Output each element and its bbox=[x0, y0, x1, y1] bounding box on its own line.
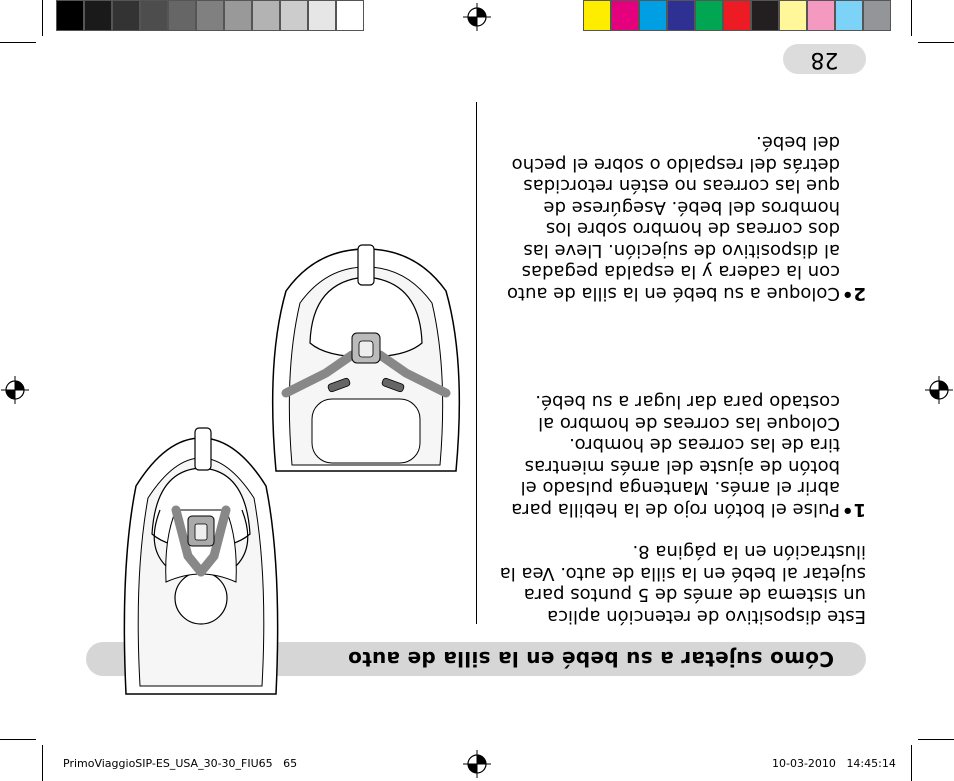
intro-line: sujetar al bebé en la silla de auto. Vea la bbox=[499, 563, 866, 584]
footer-time: 14:45:14 bbox=[846, 757, 896, 770]
step-1-text bbox=[476, 391, 840, 520]
step-line: dos correas de hombro sobre los bbox=[545, 218, 840, 240]
intro-line: ilustración en la página 8. bbox=[632, 541, 866, 563]
step-line: Coloque a su bebé en la silla de auto bbox=[506, 283, 840, 304]
step-line: al dispositivo de sujeción. Lleve las bbox=[523, 240, 840, 261]
baby-seated-harness-illustration bbox=[116, 426, 286, 706]
step-line: costado para dar lugar a su bebé. bbox=[535, 391, 840, 413]
step-1 bbox=[476, 391, 866, 520]
page-number: 28 bbox=[783, 44, 866, 74]
step-2 bbox=[476, 132, 866, 304]
intro-line: Este dispositivo de retención aplica bbox=[547, 606, 866, 627]
section-title: Cómo sujetar a su bebé en la silla de auto bbox=[347, 647, 834, 671]
intro-paragraph bbox=[476, 541, 866, 627]
car-seat-open-harness-illustration bbox=[256, 241, 476, 481]
step-line: que las correas no estén retorcidas bbox=[523, 175, 840, 197]
step-2-number: 2• bbox=[841, 283, 866, 304]
step-line: hombros del bebé. Asegúrese de bbox=[543, 197, 840, 218]
step-line: botón de ajuste del arnés mientras bbox=[524, 456, 840, 477]
column-divider bbox=[476, 102, 477, 624]
footer-file-page: 65 bbox=[283, 757, 298, 770]
footer-file-name: PrimoViaggioSIP-ES_USA_30-30_FIU65 bbox=[63, 757, 273, 770]
step-line: Coloque las correas de hombro al bbox=[538, 413, 840, 434]
step-line: del bebé. bbox=[756, 132, 840, 154]
step-line: con la cadera y la espalda pegadas bbox=[521, 261, 840, 283]
footer-date: 10-03-2010 bbox=[772, 757, 836, 770]
intro-line: un sistema de arnés de 5 puntos para bbox=[523, 584, 866, 606]
step-2-text bbox=[476, 132, 840, 304]
step-line: Pulse el botón rojo de la hebilla para bbox=[511, 499, 840, 520]
step-1-number: 1• bbox=[841, 499, 866, 520]
step-line: tira de las correas de hombro. bbox=[569, 434, 840, 456]
step-line: abrir el arnés. Mantenga pulsado el bbox=[520, 477, 840, 499]
step-line: detrás del respaldo o sobre el pecho bbox=[511, 154, 840, 175]
